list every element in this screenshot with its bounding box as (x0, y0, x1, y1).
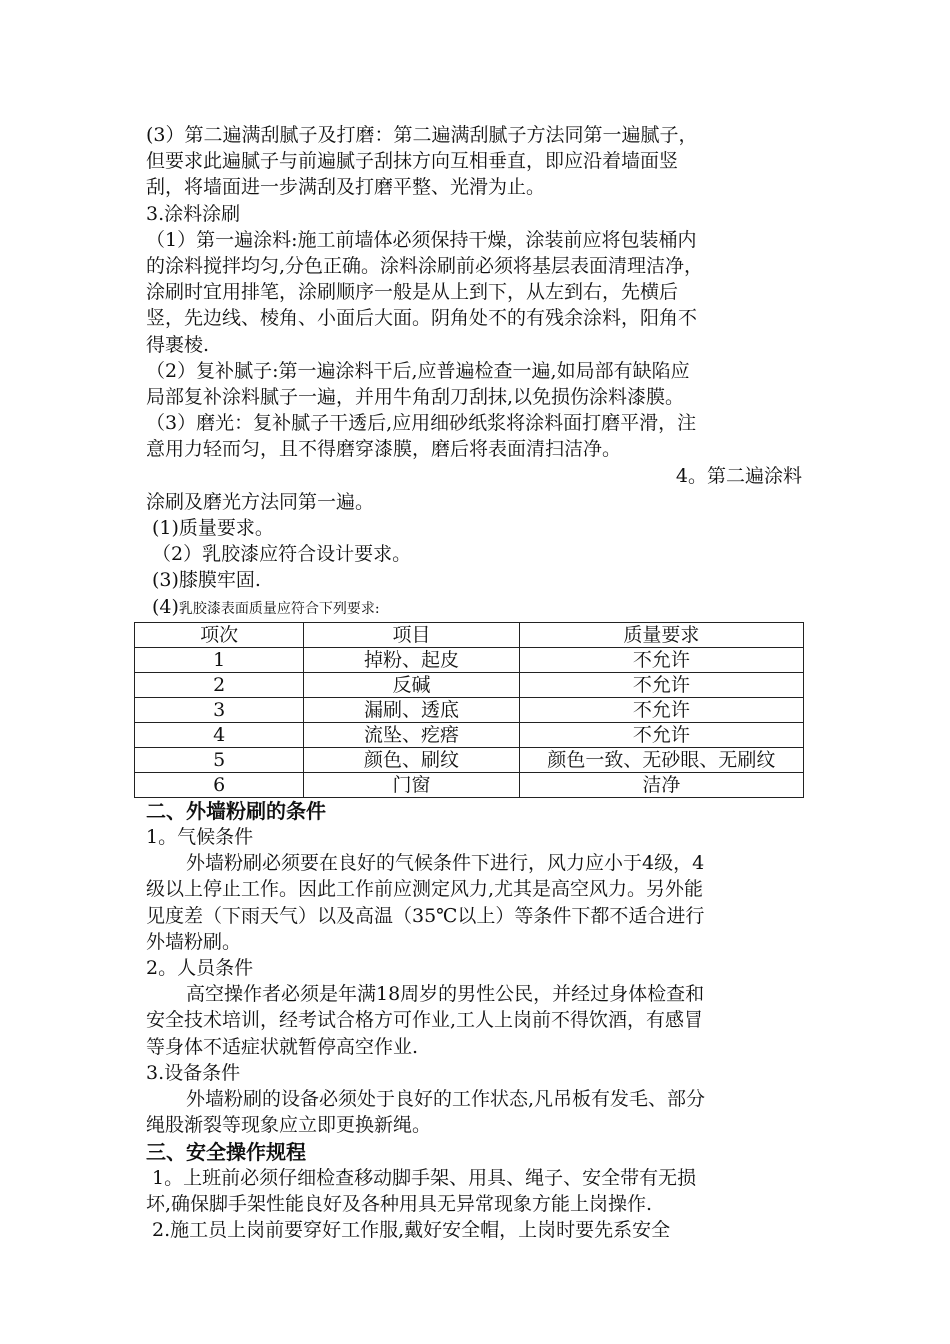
table-header-cell: 项目 (304, 622, 519, 647)
table-cell: 5 (135, 747, 304, 772)
text-line: 见度差（下雨天气）以及高温（35℃以上）等条件下都不适合进行 (146, 904, 705, 927)
section-heading: 三、安全操作规程 (146, 1139, 306, 1164)
table-cell: 不允许 (519, 672, 803, 697)
table-caption-prefix: (4) (152, 595, 179, 618)
text-line: 意用力轻而匀，且不得磨穿漆膜，磨后将表面清扫洁净。 (146, 438, 622, 461)
table-caption (146, 594, 816, 622)
subsection-title: 2。人员条件 (146, 957, 254, 980)
text-line: (1)质量要求。 (152, 517, 274, 540)
quality-table (134, 622, 804, 798)
text-line: 坏,确保脚手架性能良好及各种用具无异常现象方能上岗操作. (146, 1192, 653, 1215)
text-line: 外墙粉刷必须要在良好的气候条件下进行，风力应小于4级，4 (186, 852, 705, 875)
text-line: 刮，将墙面进一步满刮及打磨平整、光滑为止。 (146, 176, 546, 199)
table-row (135, 697, 804, 722)
text-line: 涂刷及磨光方法同第一遍。 (146, 490, 375, 513)
table-cell: 不允许 (519, 697, 803, 722)
text-line: 涂刷时宜用排笔，涂刷顺序一般是从上到下，从左到右，先横后 (146, 281, 679, 304)
table-cell: 颜色、刷纹 (304, 747, 519, 772)
text-line: (3)膝膜牢固. (152, 569, 261, 592)
text-line: 级以上停止工作。因此工作前应测定风力,尤其是高空风力。另外能 (146, 878, 704, 901)
text-line: 绳股渐裂等现象应立即更换新绳。 (146, 1114, 432, 1137)
table-caption-text: 乳胶漆表面质量应符合下列要求: (178, 600, 380, 617)
table-cell: 漏刷、透底 (304, 697, 519, 722)
table-cell: 流坠、疙瘩 (304, 722, 519, 747)
text-line: 竖，先边线、棱角、小面后大面。阴角处不的有残余涂料，阳角不 (146, 307, 698, 330)
text-line: 等身体不适症状就暂停高空作业. (146, 1035, 419, 1058)
text-line: (3）第二遍满刮腻子及打磨：第二遍满刮腻子方法同第一遍腻子， (146, 124, 698, 146)
table-cell: 1 (135, 647, 304, 672)
table-header-cell: 项次 (135, 622, 304, 647)
text-line: （1）第一遍涂料:施工前墙体必须保持干燥，涂装前应将包装桶内 (146, 228, 697, 251)
text-line: 得裹棱. (146, 333, 210, 356)
document-content (146, 122, 816, 1243)
table-cell: 3 (135, 697, 304, 722)
table-cell: 2 (135, 672, 304, 697)
table-row (135, 672, 804, 697)
text-line: 高空操作者必须是年满18周岁的男性公民，并经过身体检查和 (186, 983, 705, 1006)
table-cell: 洁净 (519, 772, 803, 797)
text-line: 但要求此遍腻子与前遍腻子刮抹方向互相垂直，即应沿着墙面竖 (146, 150, 679, 173)
table-row (135, 772, 804, 797)
table-cell: 6 (135, 772, 304, 797)
table-header-row (135, 622, 804, 647)
text-line: 外墙粉刷的设备必须处于良好的工作状态,凡吊板有发毛、部分 (186, 1088, 706, 1111)
table-cell: 颜色一致、无砂眼、无刷纹 (519, 747, 803, 772)
section-heading: 二、外墙粉刷的条件 (146, 798, 326, 823)
subsection-title: 3.设备条件 (146, 1061, 241, 1084)
text-line: 安全技术培训，经考试合格方可作业,工人上岗前不得饮酒，有感冒 (146, 1009, 704, 1032)
right-aligned-heading: 4。第二遍涂料 (675, 464, 802, 487)
table-cell: 不允许 (519, 722, 803, 747)
table-cell: 掉粉、起皮 (304, 647, 519, 672)
text-line: 3.涂料涂刷 (146, 202, 241, 225)
text-line: （3）磨光：复补腻子干透后,应用细砂纸浆将涂料面打磨平滑，注 (146, 412, 697, 435)
table-cell: 反碱 (304, 672, 519, 697)
text-line: 1。上班前必须仔细检查移动脚手架、用具、绳子、安全带有无损 (152, 1166, 697, 1189)
table-cell: 不允许 (519, 647, 803, 672)
table-row (135, 647, 804, 672)
text-line: 局部复补涂料腻子一遍，并用牛角刮刀刮抹,以免损伤涂料漆膜。 (146, 386, 685, 409)
text-line: （2）复补腻子:第一遍涂料干后,应普遍检查一遍,如局部有缺陷应 (146, 359, 690, 382)
table-row (135, 747, 804, 772)
table-row (135, 722, 804, 747)
subsection-title: 1。气候条件 (146, 826, 254, 849)
text-line: 外墙粉刷。 (146, 930, 242, 953)
table-header-cell: 质量要求 (519, 622, 803, 647)
table-cell: 4 (135, 722, 304, 747)
text-line: 的涂料搅拌均匀,分色正确。涂料涂刷前必须将基层表面清理洁净， (146, 255, 704, 278)
text-line: 2.施工员上岗前要穿好工作服,戴好安全帽，上岗时要先系安全 (152, 1219, 671, 1242)
table-cell: 门窗 (304, 772, 519, 797)
text-line: （2）乳胶漆应符合设计要求。 (152, 543, 412, 566)
